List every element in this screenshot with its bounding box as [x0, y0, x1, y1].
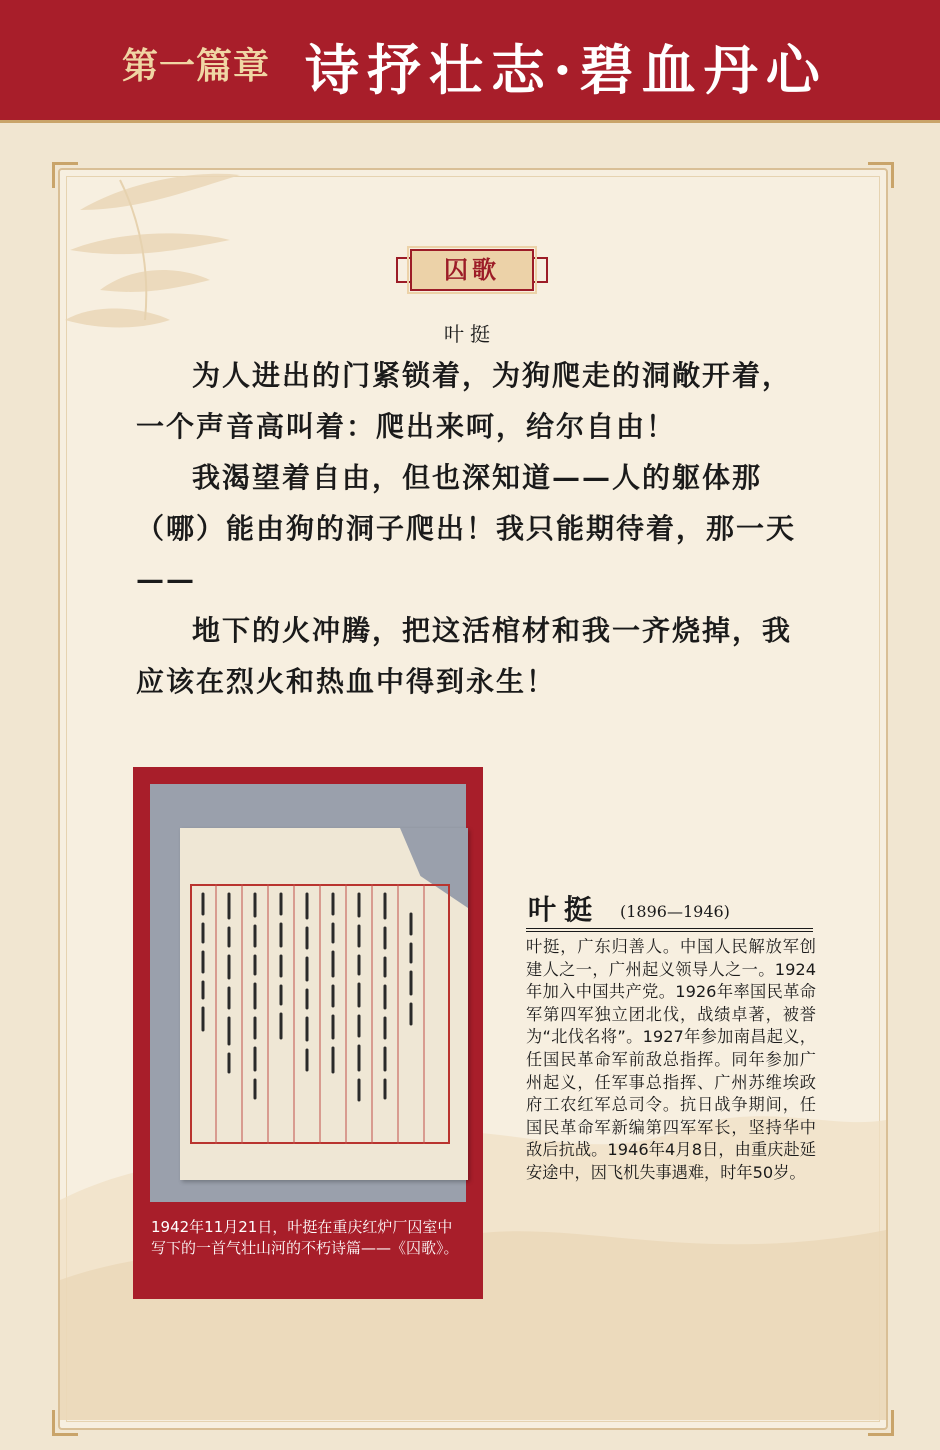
poem-paragraph: 为人进出的门紧锁着，为狗爬走的洞敞开着，一个声音高叫着：爬出来呵，给尔自由！ [136, 359, 793, 443]
badge-ornament-left [396, 257, 410, 283]
poem-paragraph: 我渴望着自由，但也深知道——人的躯体那（哪）能由狗的洞子爬出！我只能期待着，那一天—— [136, 461, 797, 596]
photo-caption: 1942年11月21日，叶挺在重庆红炉厂囚室中写下的一首气壮山河的不朽诗篇——《囚歌》。 [151, 1218, 459, 1257]
corner-ornament [868, 162, 894, 188]
poem-paragraph: 地下的火冲腾，把这活棺材和我一齐烧掉，我应该在烈火和热血中得到永生！ [136, 614, 793, 698]
poem-body [136, 350, 816, 707]
poem-title-badge [396, 245, 548, 295]
bio-years: (1896—1946) [620, 902, 730, 921]
chapter-header [0, 0, 940, 120]
manuscript-photo [150, 784, 466, 1202]
poem-title: 囚歌 [444, 255, 500, 284]
badge-ornament-right [534, 257, 548, 283]
manuscript-handwriting-columns [190, 884, 450, 1144]
manuscript-photo-card [133, 767, 483, 1299]
bio-divider [526, 928, 813, 929]
bio-divider [526, 931, 813, 932]
bio-name: 叶挺 [528, 893, 601, 926]
chapter-label: 第一篇章 [122, 46, 271, 87]
poem-author: 叶挺 [444, 322, 496, 346]
bio-text: 叶挺，广东归善人。中国人民解放军创建人之一，广州起义领导人之一。1924年加入中国共产党。1926年率国民革命军第四军独立团北伐，战绩卓著，被誉为“北伐名将”。1927年参加南昌起义，任国民革命军前敌总指挥。同年参加广州起义，任军事总指挥、广州苏维埃政府工农红军总司令。抗日战争期间，任国民革命军新编第四军军长，坚持华中敌后抗战。1946年4月8日，由重庆赴延安途中，因飞机失事遇难，时年50岁。 [526, 937, 816, 1182]
chapter-title: 诗抒壮志·碧血丹心 [305, 38, 828, 102]
